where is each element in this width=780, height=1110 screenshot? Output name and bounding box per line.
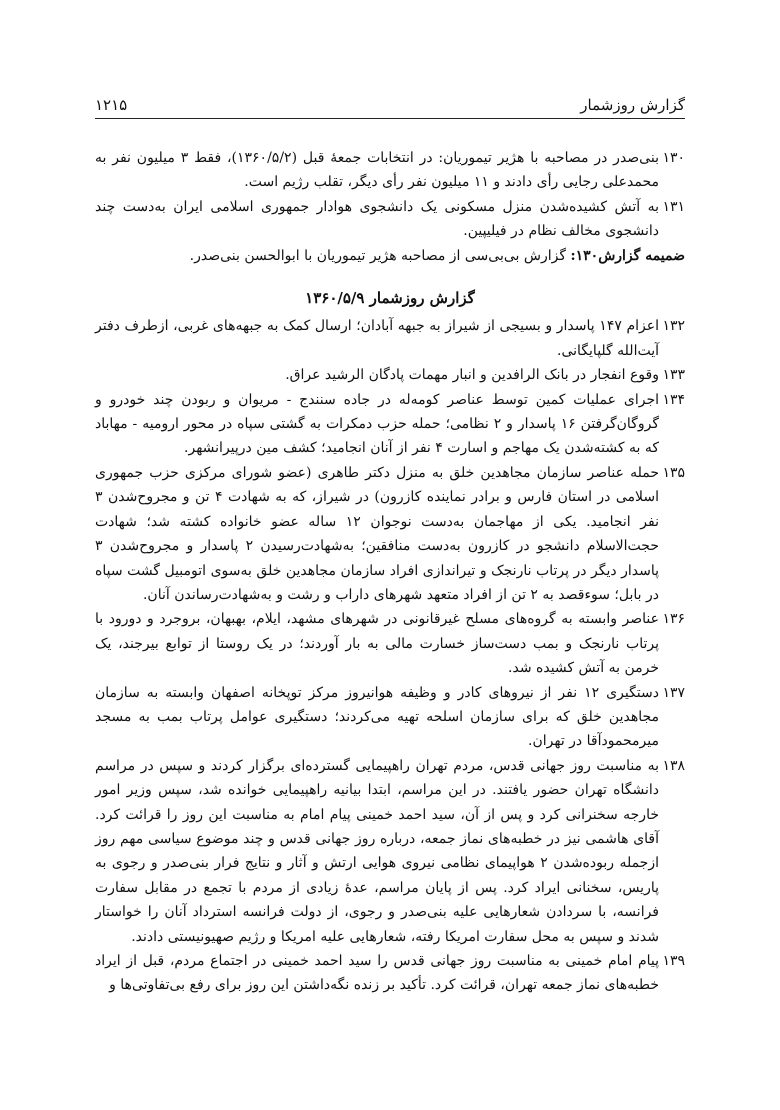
report-item [95, 681, 685, 754]
item-number: ۱۳۱ [662, 198, 685, 215]
running-header [95, 92, 685, 114]
report-item [95, 363, 685, 387]
report-item [95, 949, 685, 998]
report-item [95, 754, 685, 949]
item-text: وقوع انفجار در بانک الرافدین و انبار مهمات پادگان الرشید عراق. [285, 367, 659, 384]
header-rule [95, 118, 685, 119]
item-number: ۱۳۹ [662, 953, 685, 969]
report-item [95, 195, 685, 244]
item-text: دستگیری ۱۲ نفر از نیروهای کادر و وظیفه هوانیروز مرکز توپخانه اصفهان وابسته به سازمان مجاهدین خلق که برای سازمان اسلحه تهیه می‌کردند؛ دستگیری عوامل پرتاب بمب به مسجد میرمحمودآقا در تهران. [95, 684, 659, 750]
item-text: بنی‌صدر در مصاحبه با هژیر تیموریان: در انتخابات جمعهٔ قبل (۱۳۶۰/۵/۲)، فقط ۳ میلیون نفر به محمدعلی رجایی رأی دادند و ۱۱ میلیون نفر رأی دیگر، تقلب رژیم است. [95, 150, 659, 191]
page-content [95, 146, 685, 998]
item-number: ۱۳۵ [662, 464, 685, 481]
item-number: ۱۳۳ [662, 367, 685, 384]
report-item [95, 314, 685, 363]
item-text: اجرای عملیات کمین توسط عناصر کومه‌له در جاده سنندج - مریوان و ربودن چند خودرو و گروگان‌گرفتن ۱۶ پاسدار و ۲ نظامی؛ حمله حزب دمکرات به گشتی سپاه در محور ارومیه - مهاباد که به کشته‌شدن یک مهاجم و اسارت ۴ نفر از آنان انجامید؛ کشف مین درپیرانشهر. [95, 391, 659, 457]
annex-note [95, 244, 685, 268]
annex-text: گزارش بی‌بی‌سی از مصاحبه هژیر تیموریان با ابوالحسن بنی‌صدر. [189, 247, 571, 264]
item-text: به آتش کشیده‌شدن منزل مسکونی یک دانشجوی هوادار جمهوری اسلامی ایران به‌دست چند دانشجوی مخالف نظام در فیلیپین. [95, 198, 659, 240]
item-number: ۱۳۲ [662, 318, 685, 335]
item-number: ۱۳۷ [662, 684, 685, 701]
section-title: گزارش روزشمار ۱۳۶۰/۵/۹ [305, 289, 475, 308]
running-title: گزارش روزشمار [580, 96, 685, 114]
item-text: اعزام ۱۴۷ پاسدار و بسیجی از شیراز به جبهه آبادان؛ ارسال کمک به جبهه‌های غربی، ازطرف دفتر آیت‌الله گلپایگانی. [95, 318, 659, 359]
report-item [95, 388, 685, 461]
report-item [95, 607, 685, 680]
item-text: حمله عناصر سازمان مجاهدین خلق به منزل دکتر طاهری (عضو شورای مرکزی حزب جمهوری اسلامی در استان فارس و برادر نماینده کازرون) در شیراز، که به شهادت ۴ تن و مجروح‌شدن ۳ نفر انجامید. یکی از مهاجمان به‌دست نوجوان ۱۲ ساله عضو خانواده کشته شد؛ شهادت حجت‌الاسلام دانشجو در کازرون به‌دست منافقین؛ به‌شهادت‌رسیدن ۲ پاسدار و مجروح‌شدن ۳ پاسدار دیگر در پرتاب نارنجک و تیراندازی افراد سازمان مجاهدین خلق به‌سوی اتومبیل گشت سپاه در بابل؛ سوءقصد به ۲ تن از افراد متعهد شهرهای داراب و رشت و به‌شهادت‌رساندن آنان. [95, 464, 659, 603]
report-item [95, 461, 685, 607]
item-text: عناصر وابسته به گروه‌های مسلح غیرقانونی در شهرهای مشهد، ایلام، بهبهان، بروجرد و دورود با پرتاب نارنجک و بمب دست‌ساز خسارت مالی به بار آوردند؛ در یک روستا از توابع بیرجند، یک خرمن به آتش کشیده شد. [95, 611, 659, 677]
item-number: ۱۳۸ [662, 757, 685, 774]
item-number: ۱۳۴ [662, 391, 685, 408]
annex-label: ضمیمه گزارش۱۳۰: [570, 247, 685, 264]
item-text: پیام امام خمینی به مناسبت روز جهانی قدس را سید احمد خمینی در اجتماع مردم، قبل از ایراد خطبه‌های نماز جمعه تهران، قرائت کرد. تأکید بر زنده نگه‌داشتن این روز برای رفع بی‌تفاوتی‌ها و [95, 953, 659, 994]
item-number: ۱۳۶ [662, 611, 685, 628]
report-item [95, 146, 685, 195]
item-number: ۱۳۰ [662, 150, 685, 166]
page-number: ۱۲۱۵ [95, 96, 128, 114]
item-text: به مناسبت روز جهانی قدس، مردم تهران راهپیمایی گسترده‌ای برگزار کردند و سپس در مراسم دانشگاه تهران حضور یافتند. در این مراسم، ابتدا بیانیه راهپیمایی خوانده شد، سپس وزیر امور خارجه سخنرانی کرد و پس از آن، سید احمد خمینی پیام امام به مناسبت این روز را قرائت کرد. آقای هاشمی نیز در خطبه‌های نماز جمعه، درباره روز جهانی قدس و چند موضوع سیاسی مهم روز ازجمله ربوده‌شدن ۲ هواپیمای نظامی نیروی هوایی ارتش و آثار و نتایج فرار بنی‌صدر و رجوی به پاریس، سخنانی ایراد کرد. پس از پایان مراسم، عدهٔ زیادی از مردم با تجمع در مقابل سفارت فرانسه، با سردادن شعارهایی علیه بنی‌صدر و رجوی، از دولت فرانسه استرداد آنان را خواستار شدند و سپس به محل سفارت امریکا رفته، شعارهایی علیه امریکا و رژیم صهیونیستی دادند. [95, 757, 659, 945]
